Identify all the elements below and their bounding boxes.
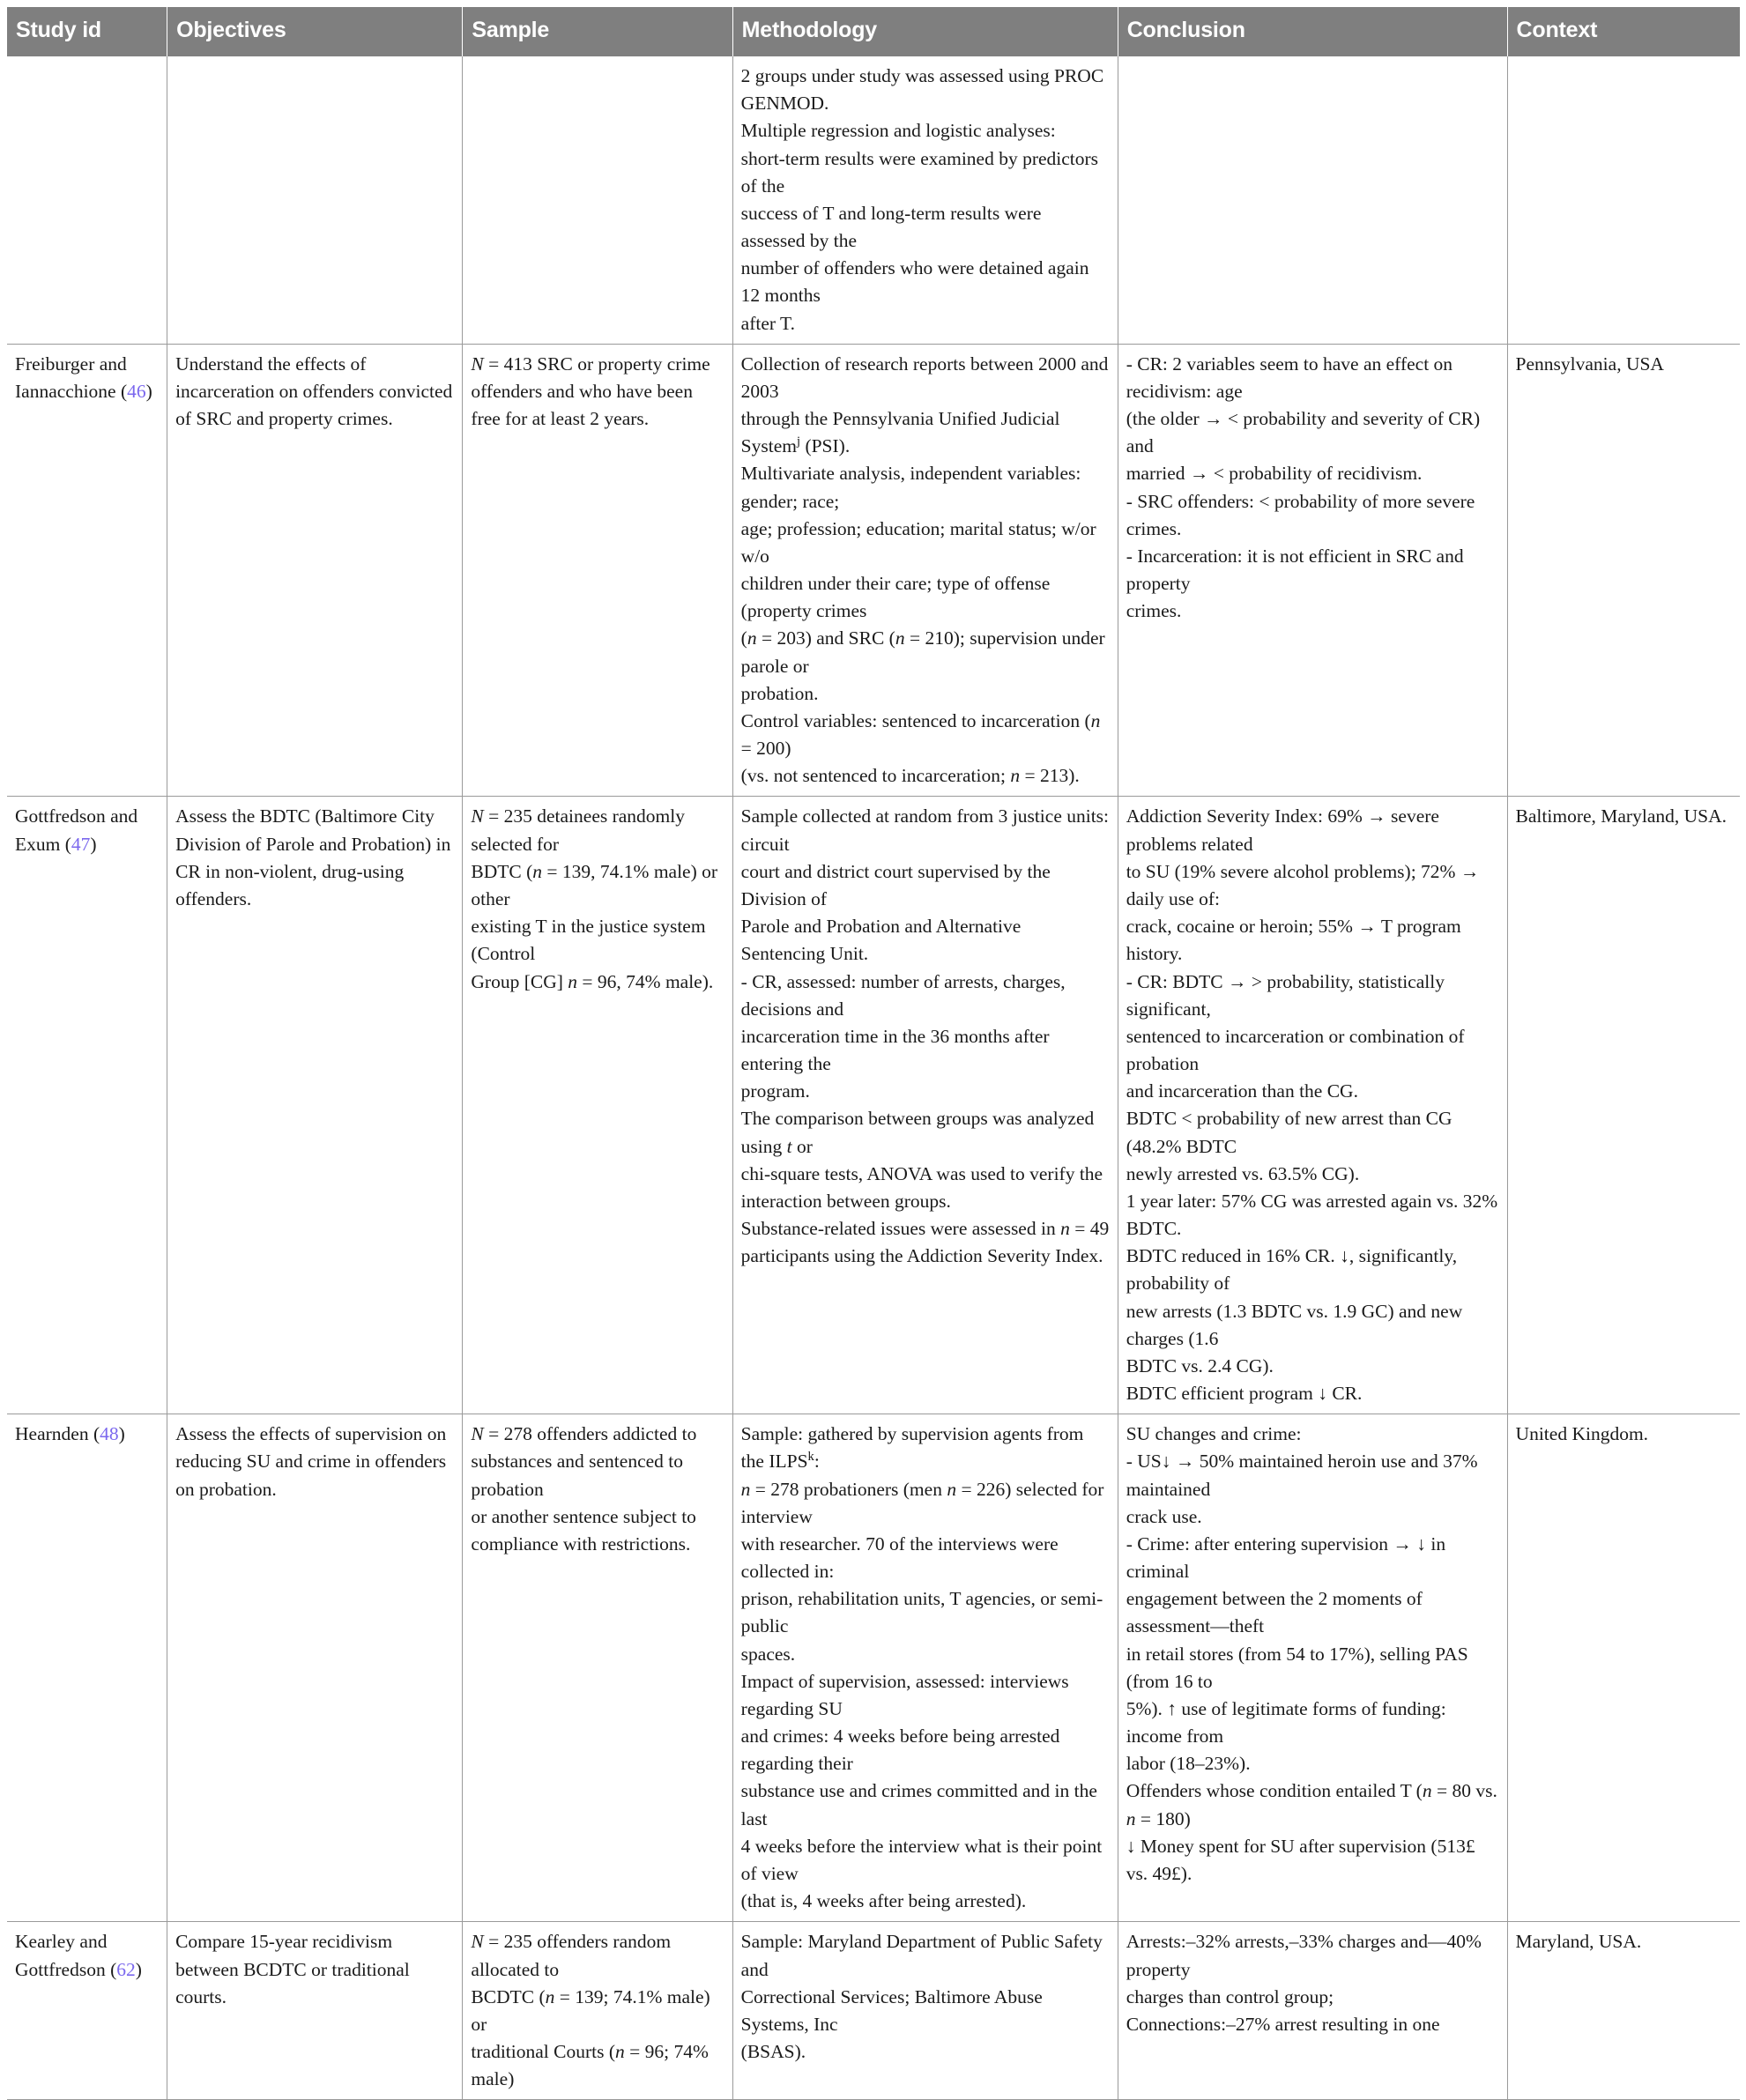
text-line: (BSAS). bbox=[740, 2041, 806, 2063]
cell-conclusion bbox=[1118, 56, 1507, 344]
text-line: (vs. not sentenced to incarceration; n = 213). bbox=[740, 765, 1080, 787]
text-line: Addiction Severity Index: 69% → severe problems related bbox=[1126, 805, 1439, 855]
column-header-conclusion: Conclusion bbox=[1118, 7, 1507, 56]
text-line: Impact of supervision, assessed: interviews regarding SU bbox=[740, 1670, 1069, 1719]
italic-symbol: n bbox=[1126, 1807, 1136, 1829]
text-line: prison, rehabilitation units, T agencies, or semi-public bbox=[740, 1588, 1103, 1637]
text-line: Multiple regression and logistic analyses: bbox=[740, 120, 1056, 142]
column-header-objectives: Objectives bbox=[167, 7, 463, 56]
cell-objectives: Assess the BDTC (Baltimore City Division of Parole and Probation) in CR in non-violent, drug-using offenders. bbox=[167, 797, 463, 1414]
italic-symbol: t bbox=[786, 1135, 792, 1157]
text-line: 1 year later: 57% CG was arrested again vs. 32% BDTC. bbox=[1126, 1190, 1498, 1240]
footnote-marker: j bbox=[797, 434, 801, 449]
column-header-context: Context bbox=[1507, 7, 1740, 56]
text-line: crimes. bbox=[1126, 600, 1182, 622]
cell-objectives: Compare 15-year recidivism between BCDTC or traditional courts. bbox=[167, 1922, 463, 2100]
italic-symbol: N bbox=[471, 1423, 484, 1445]
text-line: (the older → < probability and severity of CR) and bbox=[1126, 408, 1481, 457]
text-line: Collection of research reports between 2000 and 2003 bbox=[740, 352, 1109, 402]
italic-symbol: n bbox=[1010, 765, 1021, 787]
cell-context: United Kingdom. bbox=[1507, 1414, 1740, 1922]
italic-symbol: n bbox=[740, 1478, 751, 1500]
text-line: Gottfredson and bbox=[15, 805, 138, 827]
italic-symbol: n bbox=[532, 860, 543, 882]
text-line: BDTC < probability of new arrest than CG (48.2% BDTC bbox=[1126, 1108, 1453, 1157]
text-line: Sample: gathered by supervision agents from the ILPS$^k$: bbox=[740, 1423, 1084, 1473]
italic-symbol: N bbox=[471, 1931, 484, 1953]
cell-study-id bbox=[7, 1414, 167, 1922]
text-line: N = 278 offenders addicted to bbox=[471, 1423, 697, 1445]
text-line: N = 235 detainees randomly selected for bbox=[471, 805, 686, 855]
text-line: Gottfredson (62) bbox=[15, 1958, 142, 1980]
text-line: through the Pennsylvania Unified Judicial System$^j$ (PSI). bbox=[740, 408, 1060, 457]
text-line: with researcher. 70 of the interviews were collected in: bbox=[740, 1532, 1059, 1583]
text-line: Parole and Probation and Alternative Sentencing Unit. bbox=[740, 916, 1022, 965]
text-line: in retail stores (from 54 to 17%), selling PAS (from 16 to bbox=[1126, 1643, 1468, 1692]
text-line: program. bbox=[740, 1080, 810, 1102]
text-line: Hearnden (48) bbox=[15, 1423, 125, 1445]
text-line: BDTC reduced in 16% CR. ↓, significantly, probability of bbox=[1126, 1245, 1458, 1295]
text-line: (that is, 4 weeks after being arrested). bbox=[740, 1890, 1027, 1912]
cell-objectives: Assess the effects of supervision on reducing SU and crime in offenders on probation. bbox=[167, 1414, 463, 1922]
cell-study-id bbox=[7, 797, 167, 1414]
cell-study-id bbox=[7, 56, 167, 344]
table-header-row bbox=[7, 7, 1740, 56]
text-line: charges than control group; bbox=[1126, 1985, 1334, 2007]
text-line: N = 413 SRC or property crime offenders and who have been free for at least 2 years. bbox=[471, 352, 710, 430]
text-line: crack use. bbox=[1126, 1505, 1202, 1527]
text-line: crack, cocaine or heroin; 55% → T program history. bbox=[1126, 916, 1461, 965]
text-line: participants using the Addiction Severity Index. bbox=[740, 1245, 1103, 1267]
text-line: n = 278 probationers (men n = 226) selected for interview bbox=[740, 1478, 1104, 1527]
cell-conclusion bbox=[1118, 1414, 1507, 1922]
text-line: new arrests (1.3 BDTC vs. 1.9 GC) and new charges (1.6 bbox=[1126, 1300, 1463, 1349]
text-line: number of offenders who were detained again 12 months bbox=[740, 257, 1089, 307]
text-line: substance use and crimes committed and in the last bbox=[740, 1780, 1097, 1829]
text-line: traditional Courts (n = 96; 74% male) bbox=[471, 2041, 709, 2090]
italic-symbol: n bbox=[1422, 1780, 1432, 1802]
text-line: labor (18–23%). bbox=[1126, 1753, 1251, 1775]
cell-study-id bbox=[7, 344, 167, 797]
text-line: after T. bbox=[740, 312, 795, 334]
text-line: SU changes and crime: bbox=[1126, 1423, 1302, 1445]
citation-reference-link[interactable]: 47 bbox=[71, 833, 91, 855]
text-line: existing T in the justice system (Control bbox=[471, 916, 706, 965]
cell-conclusion bbox=[1118, 797, 1507, 1414]
italic-symbol: n bbox=[615, 2041, 625, 2063]
text-line: - US↓ → 50% maintained heroin use and 37% maintained bbox=[1126, 1451, 1478, 1500]
text-line: incarceration time in the 36 months after entering the bbox=[740, 1025, 1050, 1075]
italic-symbol: N bbox=[471, 352, 484, 375]
cell-sample bbox=[463, 56, 732, 344]
table-row bbox=[7, 1922, 1740, 2100]
italic-symbol: n bbox=[1060, 1218, 1070, 1240]
text-line: court and district court supervised by the Division of bbox=[740, 860, 1051, 909]
cell-objectives: Understand the effects of incarceration on offenders convicted of SRC and property crimes. bbox=[167, 344, 463, 797]
citation-reference-link[interactable]: 48 bbox=[100, 1423, 119, 1445]
text-line: Iannacchione (46) bbox=[15, 380, 152, 402]
text-line: newly arrested vs. 63.5% CG). bbox=[1126, 1162, 1360, 1184]
footnote-marker: k bbox=[807, 1450, 814, 1465]
text-line: compliance with restrictions. bbox=[471, 1532, 691, 1555]
text-line: Substance-related issues were assessed in n = 49 bbox=[740, 1218, 1110, 1240]
text-line: BDTC efficient program ↓ CR. bbox=[1126, 1383, 1363, 1405]
text-line: Kearley and bbox=[15, 1931, 108, 1953]
table-header bbox=[7, 7, 1740, 56]
cell-conclusion bbox=[1118, 1922, 1507, 2100]
text-line: 2 groups under study was assessed using PROC bbox=[740, 65, 1104, 86]
cell-methodology bbox=[732, 1922, 1118, 2100]
text-line: Control variables: sentenced to incarceration (n = 200) bbox=[740, 709, 1101, 760]
citation-reference-link[interactable]: 62 bbox=[116, 1958, 136, 1980]
cell-sample bbox=[463, 1922, 732, 2100]
text-line: BDTC vs. 2.4 CG). bbox=[1126, 1354, 1274, 1377]
cell-methodology bbox=[732, 56, 1118, 344]
text-line: and incarceration than the CG. bbox=[1126, 1080, 1358, 1102]
italic-symbol: n bbox=[568, 970, 578, 992]
table-row bbox=[7, 56, 1740, 344]
text-line: (n = 203) and SRC (n = 210); supervision under parole or bbox=[740, 627, 1105, 677]
column-header-study-id: Study id bbox=[7, 7, 167, 56]
text-line: Arrests:–32% arrests,–33% charges and—40% property bbox=[1126, 1931, 1482, 1980]
text-line: substances and sentenced to probation bbox=[471, 1451, 684, 1500]
text-line: N = 235 offenders random allocated to bbox=[471, 1931, 672, 1980]
text-line: BDTC (n = 139, 74.1% male) or other bbox=[471, 860, 718, 909]
italic-symbol: n bbox=[1090, 709, 1101, 731]
cell-context: Maryland, USA. bbox=[1507, 1922, 1740, 2100]
text-line: interaction between groups. bbox=[740, 1190, 951, 1212]
text-line: - Crime: after entering supervision → ↓ in criminal bbox=[1126, 1532, 1446, 1583]
text-line: age; profession; education; marital status; w/or w/o bbox=[740, 517, 1096, 567]
text-line: engagement between the 2 moments of assessment—theft bbox=[1126, 1588, 1423, 1637]
text-line: BCDTC (n = 139; 74.1% male) or bbox=[471, 1985, 710, 2035]
text-line: probation. bbox=[740, 682, 819, 704]
text-line: 4 weeks before the interview what is their point of view bbox=[740, 1835, 1103, 1884]
cell-context bbox=[1507, 56, 1740, 344]
text-line: Correctional Services; Baltimore Abuse Systems, Inc bbox=[740, 1985, 1043, 2035]
text-line: - CR: BDTC → > probability, statistically significant, bbox=[1126, 970, 1445, 1020]
italic-symbol: n bbox=[545, 1985, 555, 2007]
italic-symbol: N bbox=[471, 805, 484, 827]
table-body bbox=[7, 56, 1740, 2100]
text-line: - CR, assessed: number of arrests, charges, decisions and bbox=[740, 970, 1066, 1020]
cell-methodology bbox=[732, 797, 1118, 1414]
italic-symbol: n bbox=[747, 627, 757, 649]
text-line: - SRC offenders: < probability of more severe crimes. bbox=[1126, 490, 1475, 539]
cell-context: Baltimore, Maryland, USA. bbox=[1507, 797, 1740, 1414]
cell-study-id bbox=[7, 1922, 167, 2100]
text-line: Group [CG] n = 96, 74% male). bbox=[471, 970, 714, 992]
table-row bbox=[7, 344, 1740, 797]
cell-sample bbox=[463, 344, 732, 797]
study-summary-table bbox=[7, 7, 1740, 2100]
text-line: ↓ Money spent for SU after supervision (513£ vs. 49£). bbox=[1126, 1835, 1475, 1884]
table-row bbox=[7, 797, 1740, 1414]
italic-symbol: n bbox=[895, 627, 905, 649]
text-line: Connections:–27% arrest resulting in one bbox=[1126, 2013, 1440, 2035]
text-line: chi-square tests, ANOVA was used to verify the bbox=[740, 1162, 1103, 1184]
text-line: The comparison between groups was analyzed using t or bbox=[740, 1108, 1095, 1157]
text-line: Exum (47) bbox=[15, 833, 97, 855]
text-line: children under their care; type of offense (property crimes bbox=[740, 573, 1051, 622]
cell-objectives bbox=[167, 56, 463, 344]
table-row bbox=[7, 1414, 1740, 1922]
text-line: 5%). ↑ use of legitimate forms of funding: income from bbox=[1126, 1697, 1446, 1748]
text-line: sentenced to incarceration or combination of probation bbox=[1126, 1025, 1465, 1075]
cell-sample bbox=[463, 797, 732, 1414]
text-line: married → < probability of recidivism. bbox=[1126, 463, 1423, 485]
citation-reference-link[interactable]: 46 bbox=[127, 380, 146, 402]
text-line: to SU (19% severe alcohol problems); 72% → daily use of: bbox=[1126, 860, 1480, 909]
text-line: and crimes: 4 weeks before being arrested regarding their bbox=[740, 1725, 1060, 1775]
cell-methodology bbox=[732, 1414, 1118, 1922]
text-line: GENMOD. bbox=[740, 93, 829, 115]
text-line: Sample collected at random from 3 justice units: circuit bbox=[740, 805, 1110, 855]
text-line: Sample: Maryland Department of Public Safety and bbox=[740, 1931, 1103, 1980]
text-line: success of T and long-term results were assessed by the bbox=[740, 202, 1042, 252]
cell-methodology bbox=[732, 344, 1118, 797]
column-header-methodology: Methodology bbox=[732, 7, 1118, 56]
cell-context: Pennsylvania, USA bbox=[1507, 344, 1740, 797]
italic-symbol: n bbox=[947, 1478, 957, 1500]
cell-sample bbox=[463, 1414, 732, 1922]
cell-conclusion bbox=[1118, 344, 1507, 797]
text-line: Multivariate analysis, independent variables: gender; race; bbox=[740, 463, 1081, 512]
text-line: short-term results were examined by predictors of the bbox=[740, 147, 1099, 197]
text-line: - CR: 2 variables seem to have an effect on recidivism: age bbox=[1126, 352, 1453, 402]
column-header-sample: Sample bbox=[463, 7, 732, 56]
text-line: spaces. bbox=[740, 1643, 796, 1665]
text-line: - Incarceration: it is not efficient in SRC and property bbox=[1126, 545, 1464, 595]
text-line: Offenders whose condition entailed T (n = 80 vs. n = 180) bbox=[1126, 1780, 1497, 1829]
text-line: Freiburger and bbox=[15, 352, 127, 375]
text-line: or another sentence subject to bbox=[471, 1505, 696, 1527]
